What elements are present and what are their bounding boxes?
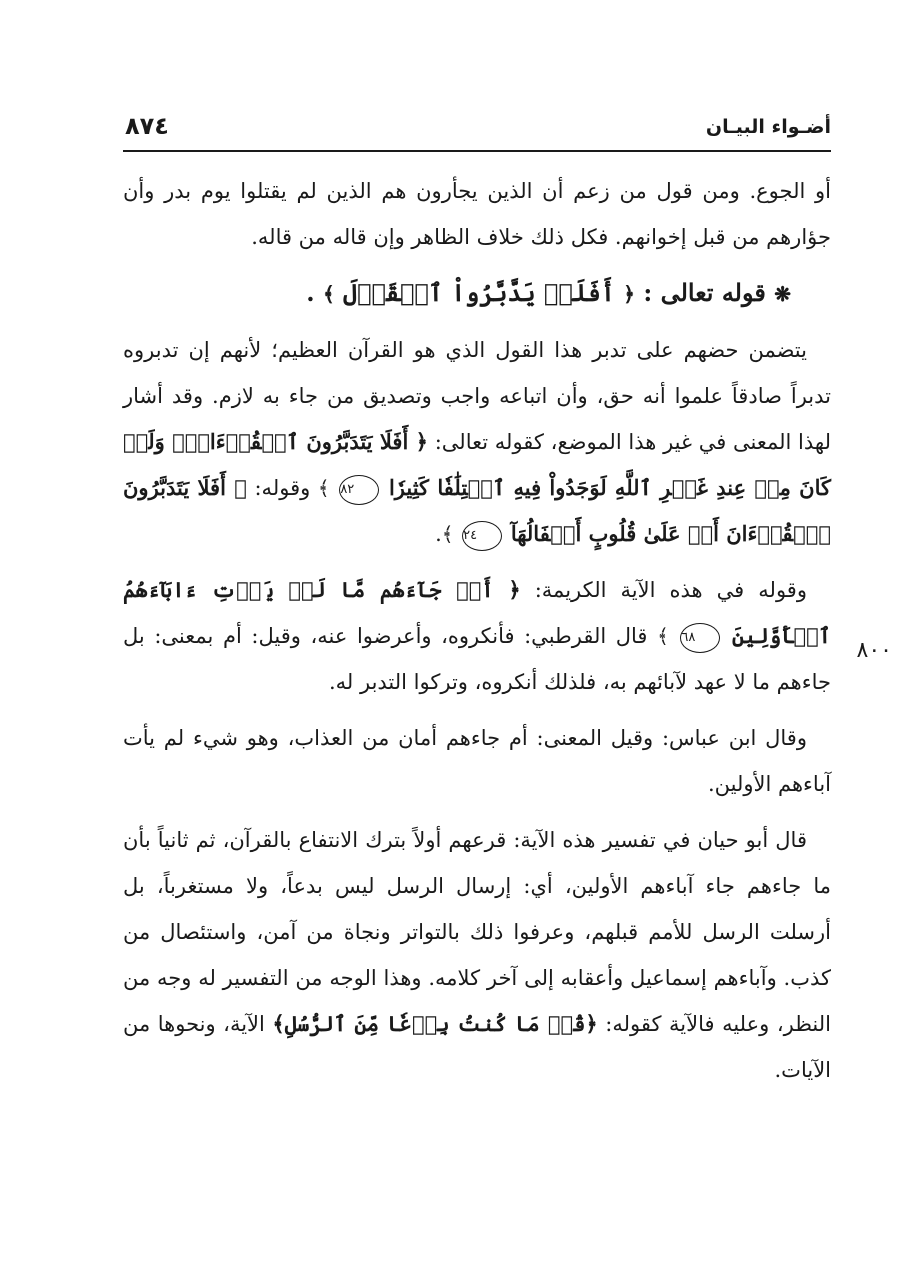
ayah-number-marker: ٦٨ (680, 623, 720, 653)
ayah-number-marker: ٢٤ (462, 521, 502, 551)
paragraph-text: وقوله في هذه الآية الكريمة: (534, 578, 807, 602)
quran-verse: ﴿ أَفَلَا يَتَدَبَّرُونَ ٱلۡقُرۡءَانَ أَمۡ عَلَىٰ قُلُوبٍ أَقۡفَالُهَآ (123, 475, 831, 546)
body-text (123, 168, 831, 1103)
heading-end: . (306, 278, 315, 307)
ayah-number-marker: ٨٢ (339, 475, 379, 505)
paragraph (123, 567, 831, 705)
paragraph-text: الآية، ونحوها من الآيات. (123, 1012, 831, 1082)
ornate-bracket-close: ﴾ (657, 624, 669, 648)
section-heading (123, 270, 831, 317)
paragraph-text: يتضمن حضهم على تدبر هذا القول الذي هو القرآن العظيم؛ لأنهم إن تدبروه تدبراً صادقاً علموا أنه حق، وأن اتباعه واجب وتصديق من جاء به لازم. وقد أشار لهذا المعنى في غير هذا الموضع، كقوله تعالى: (123, 338, 831, 454)
paragraph: وقال ابن عباس: وقيل المعنى: أم جاءهم أمان من العذاب، وهو شيء لم يأت آباءهم الأولين. (123, 726, 831, 796)
header-rule (123, 150, 831, 152)
paragraph: أو الجوع. ومن قول من زعم أن الذين يجأرون هم الذين لم يقتلوا يوم بدر وأن جؤارهم من قبل إخوانهم. فكل ذلك خلاف الظاهر وإن قاله من قاله. (123, 179, 831, 249)
page-header (123, 110, 831, 150)
quran-verse: ﴿ أَمۡ جَآءَهُم مَّا لَمۡ يَأۡتِ ءَابَآءَهُمُ ٱلۡأَوَّلِينَ (123, 577, 831, 648)
ornate-bracket-close: ﴾ (441, 522, 454, 546)
paragraph-end: . (435, 522, 442, 546)
heading-label: قوله تعالى : (643, 278, 766, 307)
paragraph (123, 327, 831, 557)
quran-verse: ﴿ أَفَلَا يَتَدَبَّرُونَ ٱلۡقُرۡءَانَۚ وَلَوۡ كَانَ مِنۡ عِندِ غَيۡرِ ٱللَّهِ لَوَجَدُواْ فِيهِ ٱخۡتِلَٰفٗا كَثِيرٗا (123, 429, 831, 500)
ornate-bracket-close: ﴾ (317, 476, 330, 500)
ornate-bracket-open: ﴿ (623, 282, 635, 306)
paragraph-text: وقوله: (254, 476, 311, 500)
paragraph-text: قال أبو حيان في تفسير هذه الآية: قرعهم أولاً بترك الانتفاع بالقرآن، ثم ثانياً بأن ما جاءهم جاء آباءهم الأولين، أي: إرسال الرسل ليس بدعاً، ولا مستغرباً، بل أرسلت الرسل للأمم قبلهم، وعرفوا ذلك بالتواتر ونجاة من آمن، واستئصال من كذب. وآباءهم إسماعيل وأعقابه إلى آخر كلامه. وهذا الوجه من التفسير له وجه من النظر، وعليه فالآية كقوله: (123, 828, 831, 1036)
paragraph-text: قال القرطبي: فأنكروه، وأعرضوا عنه، وقيل: أم بمعنى: بل جاءهم ما لا عهد لآبائهم به، فلذلك أنكروه، وتركوا التدبر له. (123, 624, 831, 694)
quran-verse: ﴿قُلۡ مَا كُنتُ بِدۡعٗا مِّنَ ٱلرُّسُلِ﴾ (272, 1011, 598, 1036)
quran-verse: أَفَلَمۡ يَدَّبَّرُواْ ٱلۡقَوۡلَ (343, 278, 615, 307)
ornate-bracket-close: ﴾ (322, 282, 335, 306)
star-icon: ❋ (774, 282, 791, 306)
running-title: أضـواء البيـان (705, 116, 831, 138)
page-number: ٨٧٤ (125, 112, 169, 140)
margin-page-reference: ٨٠٠ (856, 638, 892, 663)
paragraph (123, 817, 831, 1093)
